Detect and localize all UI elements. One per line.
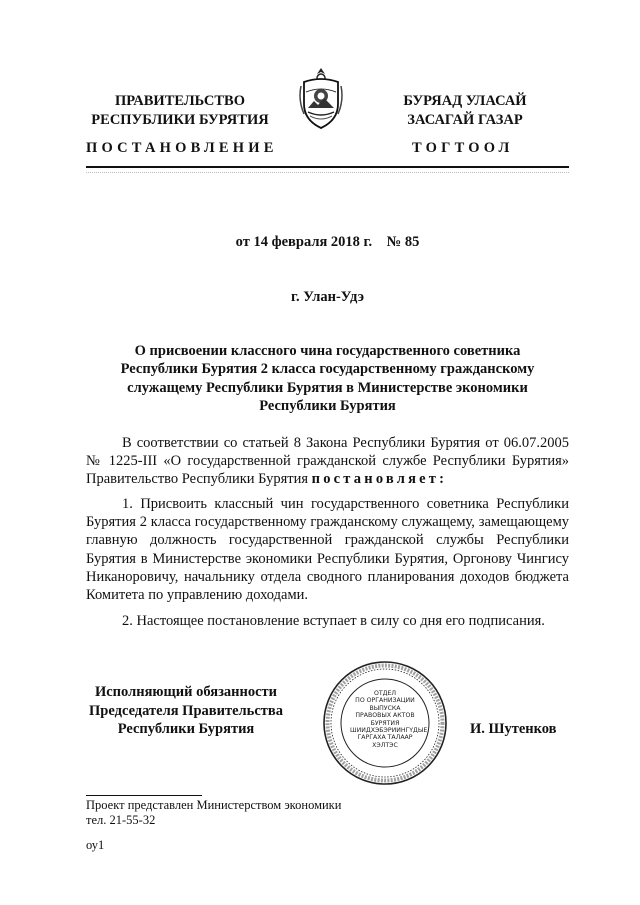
- item-2-paragraph: 2. Настоящее постановление вступает в силу со дня его подписания.: [122, 613, 545, 629]
- stamp-text: [350, 690, 428, 749]
- intro-paragraph: [86, 434, 569, 489]
- intro-resolves: постановляет:: [311, 471, 448, 488]
- stamp-line5: БУРЯТИЯ: [370, 719, 400, 727]
- header-right-line1: БУРЯАД УЛАСАЙ: [403, 93, 527, 109]
- header-left-line2: РЕСПУБЛИКИ БУРЯТИЯ: [91, 112, 269, 128]
- footer-code: оу1: [86, 838, 105, 852]
- footer-phone: тел. 21-55-32: [86, 813, 156, 827]
- signatory-line1: Исполняющий обязанности: [94, 684, 278, 700]
- signatory-position: [76, 683, 296, 739]
- item-1-paragraph: 1. Присвоить классный чин государственного советника Республики Бурятия 2 класса государственному гражданскому служащему, замещающему главную должность государственной гражданской службы Республики Бурятия в Министерстве экономики Республики Бурятия, Оргонову Чингису Никаноровичу, начальнику отдела сводного планирования доходов бюджета Комитета по управлению доходами.: [86, 496, 569, 604]
- footer-rule: [86, 795, 202, 796]
- stamp-line7: ГАРГАХА ТАЛААР: [357, 734, 413, 742]
- date-number: от 14 февраля 2018 г. № 85: [235, 234, 420, 250]
- title-line4: Республики Бурятия: [259, 397, 396, 414]
- title-line3: служащему Республики Бурятия в Министерстве экономики: [127, 379, 528, 396]
- header-left-org: [70, 92, 290, 130]
- document-title: [86, 342, 569, 415]
- header-rule-thick: [86, 166, 569, 168]
- stamp-line1: ОТДЕЛ: [373, 690, 397, 697]
- official-stamp: [322, 660, 448, 786]
- footer-project-note: Проект представлен Министерством экономики: [86, 798, 342, 812]
- intro-text: В соответствии со статьей 8 Закона Республики Бурятия от 06.07.2005 № 1225-III «О государственной гражданской службе Республики Бурятия» Правительство Республики Бурятия: [86, 435, 569, 488]
- stamp-line6: ШИИДХЭБЭРИИНГҮДЫЕ: [350, 727, 428, 735]
- doc-type-right: ТОГТООЛ: [412, 140, 514, 156]
- header-left-line1: ПРАВИТЕЛЬСТВО: [115, 93, 245, 109]
- stamp-line2: ПО ОРГАНИЗАЦИИ: [355, 697, 415, 705]
- stamp-line4: ПРАВОВЫХ АКТОВ: [355, 712, 415, 720]
- title-line2: Республики Бурятия 2 класса государственному гражданскому: [120, 361, 535, 378]
- stamp-line3: ВЫПУСКА: [369, 704, 401, 712]
- coat-of-arms-emblem: [298, 66, 344, 132]
- signatory-name: И. Шутенков: [470, 721, 557, 737]
- signatory-line3: Республики Бурятия: [117, 721, 255, 737]
- doc-type-left: ПОСТАНОВЛЕНИЕ: [86, 140, 278, 156]
- signatory-line2: Председателя Правительства: [89, 702, 283, 719]
- stamp-line8: ХЭЛТЭС: [372, 741, 398, 749]
- title-line1: О присвоении классного чина государственного советника: [134, 343, 521, 359]
- header-right-org: [355, 92, 575, 130]
- header-right-line2: ЗАСАГАЙ ГАЗАР: [407, 112, 523, 128]
- header-rule-dotted: [86, 172, 569, 173]
- city: г. Улан-Удэ: [291, 289, 364, 305]
